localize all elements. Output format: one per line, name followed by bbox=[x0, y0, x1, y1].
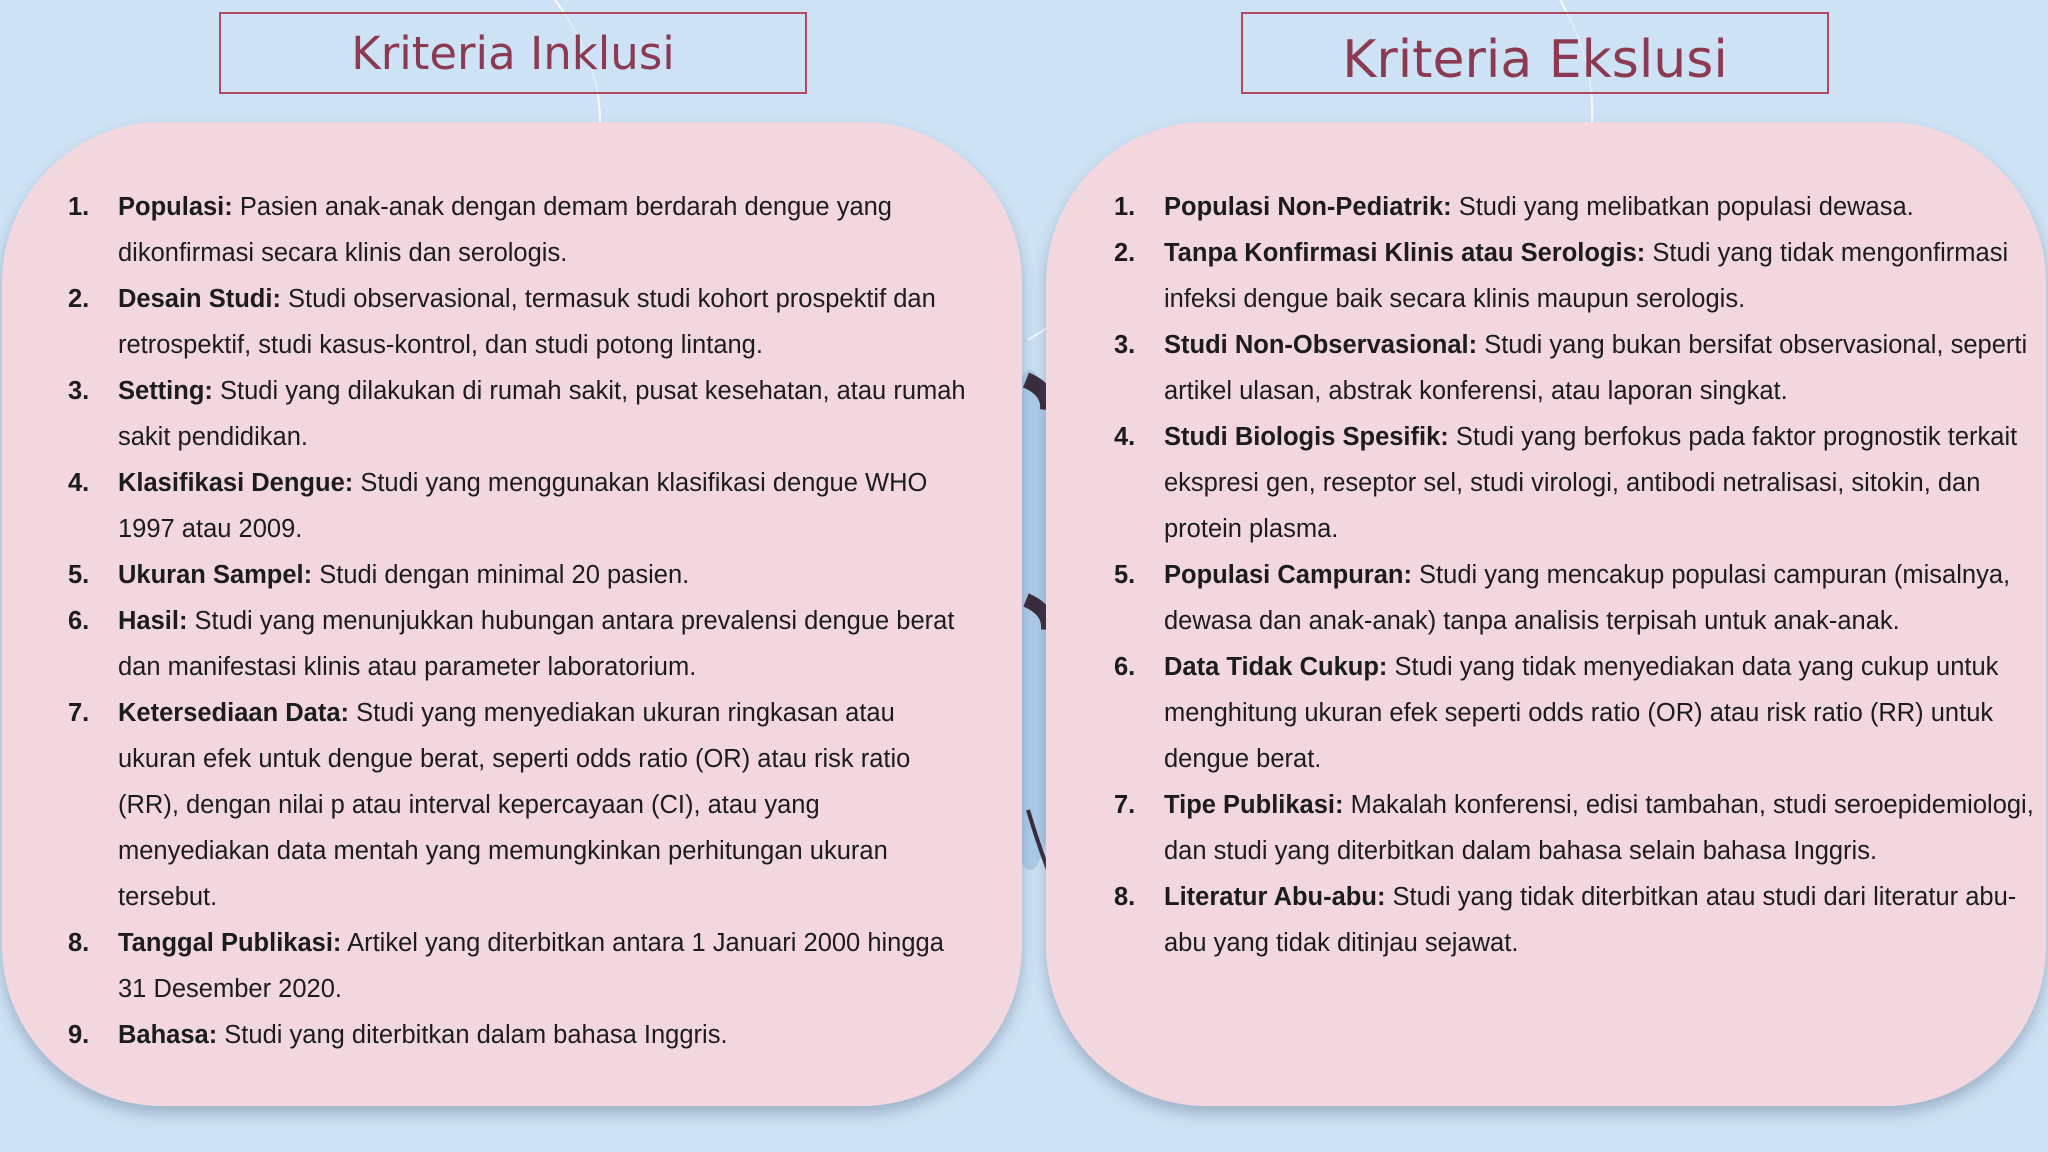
item-body bbox=[1164, 644, 2034, 782]
inclusion-item bbox=[68, 184, 968, 276]
item-body bbox=[1164, 782, 2034, 874]
item-text: Artikel yang diterbitkan antara 1 Januari 2000 hingga 31 Desember 2020. bbox=[118, 929, 944, 1003]
item-label: Ketersediaan Data: bbox=[118, 699, 350, 727]
item-number: 9. bbox=[68, 1021, 90, 1049]
item-text: Studi dengan minimal 20 pasien. bbox=[312, 561, 690, 589]
inclusion-title: Kriteria Inklusi bbox=[219, 12, 807, 94]
item-number: 6. bbox=[1114, 653, 1136, 681]
item-number: 2. bbox=[1114, 239, 1136, 267]
item-text: Studi yang tidak mengonfirmasi infeksi dengue baik secara klinis maupun serologis. bbox=[1164, 239, 2009, 313]
item-number: 1. bbox=[1114, 193, 1136, 221]
item-label: Populasi Campuran: bbox=[1164, 561, 1412, 589]
item-number: 7. bbox=[68, 699, 90, 727]
item-text: Studi yang diterbitkan dalam bahasa Inggris. bbox=[217, 1021, 728, 1049]
item-label: Tanggal Publikasi: bbox=[118, 929, 342, 957]
item-label: Setting: bbox=[118, 377, 213, 405]
item-label: Tipe Publikasi: bbox=[1164, 791, 1344, 819]
item-text: Studi yang tidak menyediakan data yang cukup untuk menghitung ukuran efek seperti odds ratio (OR) atau risk ratio (RR) untuk dengue berat. bbox=[1164, 653, 1999, 773]
item-label: Hasil: bbox=[118, 607, 188, 635]
inclusion-item bbox=[68, 598, 968, 690]
item-label: Desain Studi: bbox=[118, 285, 281, 313]
exclusion-item bbox=[1114, 414, 2034, 552]
item-body bbox=[118, 460, 968, 552]
item-text: Studi yang melibatkan populasi dewasa. bbox=[1451, 193, 1914, 221]
exclusion-item bbox=[1114, 644, 2034, 782]
item-body bbox=[1164, 184, 2034, 230]
item-number: 2. bbox=[68, 285, 90, 313]
item-label: Literatur Abu-abu: bbox=[1164, 883, 1386, 911]
item-number: 4. bbox=[1114, 423, 1136, 451]
inclusion-list bbox=[68, 184, 968, 1058]
item-label: Populasi: bbox=[118, 193, 233, 221]
item-body bbox=[1164, 552, 2034, 644]
item-body bbox=[118, 184, 968, 276]
item-text: Studi observasional, termasuk studi kohort prospektif dan retrospektif, studi kasus-kontrol, dan studi potong lintang. bbox=[118, 285, 936, 359]
item-number: 5. bbox=[68, 561, 90, 589]
item-label: Studi Biologis Spesifik: bbox=[1164, 423, 1449, 451]
item-number: 3. bbox=[68, 377, 90, 405]
item-body bbox=[1164, 414, 2034, 552]
item-number: 5. bbox=[1114, 561, 1136, 589]
item-number: 8. bbox=[1114, 883, 1136, 911]
inclusion-item bbox=[68, 276, 968, 368]
item-body bbox=[118, 1012, 968, 1058]
item-label: Bahasa: bbox=[118, 1021, 218, 1049]
item-number: 8. bbox=[68, 929, 90, 957]
exclusion-list bbox=[1114, 184, 2034, 966]
item-number: 7. bbox=[1114, 791, 1136, 819]
exclusion-card bbox=[1046, 122, 2046, 1106]
item-label: Data Tidak Cukup: bbox=[1164, 653, 1388, 681]
item-text: Studi yang bukan bersifat observasional, seperti artikel ulasan, abstrak konferensi, atau laporan singkat. bbox=[1164, 331, 2028, 405]
inclusion-item bbox=[68, 552, 968, 598]
item-number: 1. bbox=[68, 193, 90, 221]
item-label: Tanpa Konfirmasi Klinis atau Serologis: bbox=[1164, 239, 1646, 267]
inclusion-card bbox=[2, 122, 1022, 1106]
item-text: Studi yang tidak diterbitkan atau studi dari literatur abu-abu yang tidak ditinjau sejawat. bbox=[1164, 883, 2017, 957]
item-number: 4. bbox=[68, 469, 90, 497]
item-label: Klasifikasi Dengue: bbox=[118, 469, 354, 497]
item-label: Studi Non-Observasional: bbox=[1164, 331, 1478, 359]
item-text: Studi yang menggunakan klasifikasi dengue WHO 1997 atau 2009. bbox=[118, 469, 928, 543]
item-number: 6. bbox=[68, 607, 90, 635]
exclusion-item bbox=[1114, 230, 2034, 322]
item-text: Studi yang berfokus pada faktor prognostik terkait ekspresi gen, reseptor sel, studi virologi, antibodi netralisasi, sitokin, dan protein plasma. bbox=[1164, 423, 2018, 543]
exclusion-item bbox=[1114, 552, 2034, 644]
exclusion-item bbox=[1114, 782, 2034, 874]
exclusion-item bbox=[1114, 184, 2034, 230]
item-text: Studi yang dilakukan di rumah sakit, pusat kesehatan, atau rumah sakit pendidikan. bbox=[118, 377, 966, 451]
item-label: Populasi Non-Pediatrik: bbox=[1164, 193, 1452, 221]
item-text: Studi yang menyediakan ukuran ringkasan atau ukuran efek untuk dengue berat, seperti odds ratio (OR) atau risk ratio (RR), dengan nilai p atau interval kepercayaan (CI), atau yang menyediakan data mentah yang memungkinkan perhitungan ukuran tersebut. bbox=[118, 699, 911, 911]
inclusion-item bbox=[68, 368, 968, 460]
inclusion-item bbox=[68, 690, 968, 920]
inclusion-item bbox=[68, 1012, 968, 1058]
item-text: Studi yang menunjukkan hubungan antara prevalensi dengue berat dan manifestasi klinis atau parameter laboratorium. bbox=[118, 607, 955, 681]
item-text: Pasien anak-anak dengan demam berdarah dengue yang dikonfirmasi secara klinis dan serologis. bbox=[118, 193, 892, 267]
item-body bbox=[118, 920, 968, 1012]
exclusion-title: Kriteria Ekslusi bbox=[1241, 12, 1829, 94]
item-body bbox=[1164, 322, 2034, 414]
exclusion-item bbox=[1114, 874, 2034, 966]
inclusion-item bbox=[68, 460, 968, 552]
item-text: Makalah konferensi, edisi tambahan, studi seroepidemiologi, dan studi yang diterbitkan dalam bahasa selain bahasa Inggris. bbox=[1164, 791, 2034, 865]
item-body bbox=[1164, 874, 2034, 966]
item-body bbox=[118, 552, 968, 598]
item-label: Ukuran Sampel: bbox=[118, 561, 313, 589]
item-body bbox=[118, 368, 968, 460]
item-body bbox=[1164, 230, 2034, 322]
item-number: 3. bbox=[1114, 331, 1136, 359]
item-body bbox=[118, 690, 968, 920]
item-body bbox=[118, 276, 968, 368]
exclusion-item bbox=[1114, 322, 2034, 414]
item-text: Studi yang mencakup populasi campuran (misalnya, dewasa dan anak-anak) tanpa analisis terpisah untuk anak-anak. bbox=[1164, 561, 2011, 635]
inclusion-item bbox=[68, 920, 968, 1012]
item-body bbox=[118, 598, 968, 690]
